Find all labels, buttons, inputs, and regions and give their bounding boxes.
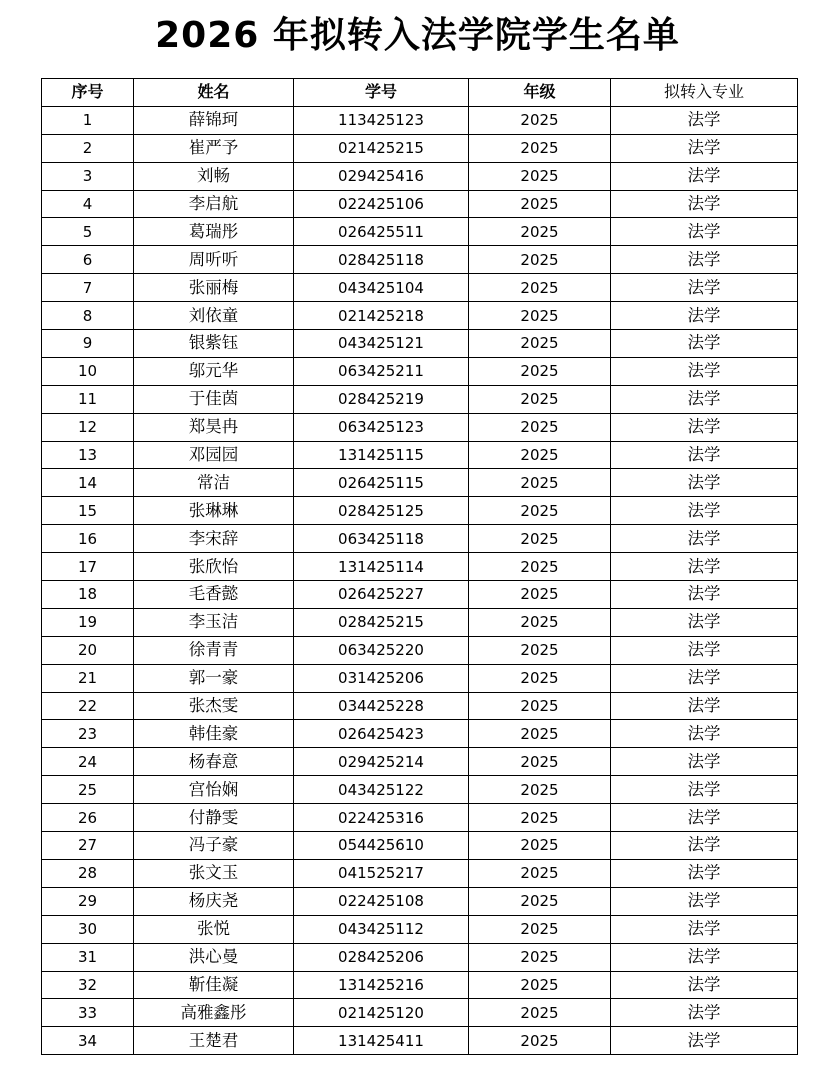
cell-major: 法学 xyxy=(611,664,798,692)
header-student-id: 学号 xyxy=(294,79,469,107)
cell-name: 杨春意 xyxy=(134,748,294,776)
cell-grade: 2025 xyxy=(469,887,611,915)
cell-major: 法学 xyxy=(611,441,798,469)
cell-name: 张欣怡 xyxy=(134,553,294,581)
cell-name: 葛瑞彤 xyxy=(134,218,294,246)
cell-grade: 2025 xyxy=(469,608,611,636)
cell-name: 宫怡娴 xyxy=(134,776,294,804)
cell-major: 法学 xyxy=(611,302,798,330)
cell-student-id: 054425610 xyxy=(294,832,469,860)
table-row xyxy=(42,497,798,525)
cell-student-id: 022425106 xyxy=(294,190,469,218)
cell-major: 法学 xyxy=(611,581,798,609)
cell-student-id: 026425511 xyxy=(294,218,469,246)
cell-index: 27 xyxy=(42,832,134,860)
cell-student-id: 029425416 xyxy=(294,162,469,190)
cell-name: 李玉洁 xyxy=(134,608,294,636)
table-row xyxy=(42,971,798,999)
cell-student-id: 026425227 xyxy=(294,581,469,609)
cell-student-id: 131425411 xyxy=(294,1027,469,1055)
cell-major: 法学 xyxy=(611,190,798,218)
cell-student-id: 063425123 xyxy=(294,413,469,441)
cell-index: 9 xyxy=(42,330,134,358)
header-target-major: 拟转入专业 xyxy=(611,79,798,107)
table-row xyxy=(42,720,798,748)
cell-major: 法学 xyxy=(611,720,798,748)
table-header-row xyxy=(42,79,798,107)
cell-student-id: 028425215 xyxy=(294,608,469,636)
table-row xyxy=(42,636,798,664)
cell-grade: 2025 xyxy=(469,859,611,887)
cell-grade: 2025 xyxy=(469,190,611,218)
cell-grade: 2025 xyxy=(469,692,611,720)
cell-index: 31 xyxy=(42,943,134,971)
cell-name: 邬元华 xyxy=(134,357,294,385)
cell-student-id: 041525217 xyxy=(294,859,469,887)
cell-index: 33 xyxy=(42,999,134,1027)
cell-name: 刘依童 xyxy=(134,302,294,330)
cell-index: 2 xyxy=(42,134,134,162)
cell-name: 于佳茵 xyxy=(134,385,294,413)
cell-index: 28 xyxy=(42,859,134,887)
table-row xyxy=(42,134,798,162)
table-row xyxy=(42,357,798,385)
cell-major: 法学 xyxy=(611,162,798,190)
cell-grade: 2025 xyxy=(469,497,611,525)
table-row xyxy=(42,999,798,1027)
cell-major: 法学 xyxy=(611,413,798,441)
cell-name: 徐青青 xyxy=(134,636,294,664)
cell-student-id: 029425214 xyxy=(294,748,469,776)
student-roster-table xyxy=(41,78,798,1055)
cell-student-id: 022425316 xyxy=(294,804,469,832)
cell-grade: 2025 xyxy=(469,218,611,246)
cell-index: 3 xyxy=(42,162,134,190)
cell-index: 12 xyxy=(42,413,134,441)
cell-grade: 2025 xyxy=(469,636,611,664)
cell-grade: 2025 xyxy=(469,943,611,971)
cell-grade: 2025 xyxy=(469,664,611,692)
cell-major: 法学 xyxy=(611,748,798,776)
cell-student-id: 113425123 xyxy=(294,106,469,134)
header-index: 序号 xyxy=(42,79,134,107)
cell-name: 郑昊冉 xyxy=(134,413,294,441)
cell-index: 26 xyxy=(42,804,134,832)
cell-index: 23 xyxy=(42,720,134,748)
cell-grade: 2025 xyxy=(469,999,611,1027)
cell-grade: 2025 xyxy=(469,274,611,302)
cell-student-id: 131425115 xyxy=(294,441,469,469)
cell-major: 法学 xyxy=(611,330,798,358)
cell-name: 崔严予 xyxy=(134,134,294,162)
table-row xyxy=(42,608,798,636)
cell-index: 24 xyxy=(42,748,134,776)
cell-name: 银紫钰 xyxy=(134,330,294,358)
cell-index: 16 xyxy=(42,525,134,553)
cell-index: 22 xyxy=(42,692,134,720)
cell-name: 王楚君 xyxy=(134,1027,294,1055)
table-row xyxy=(42,162,798,190)
table-row xyxy=(42,190,798,218)
cell-name: 薛锦珂 xyxy=(134,106,294,134)
cell-index: 11 xyxy=(42,385,134,413)
cell-student-id: 043425121 xyxy=(294,330,469,358)
cell-major: 法学 xyxy=(611,804,798,832)
cell-index: 34 xyxy=(42,1027,134,1055)
cell-name: 刘畅 xyxy=(134,162,294,190)
table-row xyxy=(42,1027,798,1055)
cell-student-id: 063425118 xyxy=(294,525,469,553)
cell-index: 19 xyxy=(42,608,134,636)
cell-grade: 2025 xyxy=(469,330,611,358)
table-row xyxy=(42,748,798,776)
header-name: 姓名 xyxy=(134,79,294,107)
cell-grade: 2025 xyxy=(469,581,611,609)
cell-student-id: 031425206 xyxy=(294,664,469,692)
table-row xyxy=(42,525,798,553)
cell-index: 14 xyxy=(42,469,134,497)
table-row xyxy=(42,776,798,804)
cell-major: 法学 xyxy=(611,832,798,860)
cell-student-id: 131425216 xyxy=(294,971,469,999)
cell-name: 张丽梅 xyxy=(134,274,294,302)
cell-grade: 2025 xyxy=(469,804,611,832)
cell-student-id: 063425220 xyxy=(294,636,469,664)
cell-major: 法学 xyxy=(611,218,798,246)
cell-index: 4 xyxy=(42,190,134,218)
cell-name: 韩佳豪 xyxy=(134,720,294,748)
cell-student-id: 021425218 xyxy=(294,302,469,330)
cell-major: 法学 xyxy=(611,887,798,915)
cell-grade: 2025 xyxy=(469,469,611,497)
cell-grade: 2025 xyxy=(469,302,611,330)
table-row xyxy=(42,581,798,609)
cell-student-id: 021425120 xyxy=(294,999,469,1027)
cell-student-id: 026425115 xyxy=(294,469,469,497)
cell-student-id: 022425108 xyxy=(294,887,469,915)
cell-name: 付静雯 xyxy=(134,804,294,832)
cell-student-id: 026425423 xyxy=(294,720,469,748)
cell-name: 高雅鑫彤 xyxy=(134,999,294,1027)
cell-major: 法学 xyxy=(611,106,798,134)
cell-index: 1 xyxy=(42,106,134,134)
cell-student-id: 063425211 xyxy=(294,357,469,385)
cell-index: 18 xyxy=(42,581,134,609)
cell-student-id: 028425125 xyxy=(294,497,469,525)
cell-major: 法学 xyxy=(611,636,798,664)
table-row xyxy=(42,943,798,971)
cell-grade: 2025 xyxy=(469,553,611,581)
table-row xyxy=(42,915,798,943)
cell-grade: 2025 xyxy=(469,413,611,441)
cell-major: 法学 xyxy=(611,553,798,581)
cell-name: 杨庆尧 xyxy=(134,887,294,915)
table-row xyxy=(42,246,798,274)
cell-index: 8 xyxy=(42,302,134,330)
cell-grade: 2025 xyxy=(469,1027,611,1055)
cell-major: 法学 xyxy=(611,915,798,943)
cell-student-id: 028425219 xyxy=(294,385,469,413)
table-row xyxy=(42,441,798,469)
cell-index: 15 xyxy=(42,497,134,525)
table-row xyxy=(42,859,798,887)
cell-name: 靳佳凝 xyxy=(134,971,294,999)
cell-grade: 2025 xyxy=(469,162,611,190)
cell-index: 20 xyxy=(42,636,134,664)
table-row xyxy=(42,553,798,581)
cell-major: 法学 xyxy=(611,469,798,497)
cell-student-id: 028425118 xyxy=(294,246,469,274)
cell-name: 郭一豪 xyxy=(134,664,294,692)
cell-index: 29 xyxy=(42,887,134,915)
table-row xyxy=(42,413,798,441)
table-row xyxy=(42,887,798,915)
cell-index: 32 xyxy=(42,971,134,999)
cell-name: 张文玉 xyxy=(134,859,294,887)
header-grade: 年级 xyxy=(469,79,611,107)
cell-major: 法学 xyxy=(611,999,798,1027)
cell-student-id: 043425122 xyxy=(294,776,469,804)
cell-grade: 2025 xyxy=(469,915,611,943)
cell-major: 法学 xyxy=(611,497,798,525)
cell-grade: 2025 xyxy=(469,134,611,162)
cell-index: 21 xyxy=(42,664,134,692)
cell-name: 毛香懿 xyxy=(134,581,294,609)
page-title: 2026 年拟转入法学院学生名单 xyxy=(155,15,680,56)
cell-index: 30 xyxy=(42,915,134,943)
cell-major: 法学 xyxy=(611,246,798,274)
table-row xyxy=(42,218,798,246)
cell-grade: 2025 xyxy=(469,525,611,553)
cell-major: 法学 xyxy=(611,971,798,999)
cell-name: 周听听 xyxy=(134,246,294,274)
table-row xyxy=(42,804,798,832)
cell-index: 5 xyxy=(42,218,134,246)
cell-grade: 2025 xyxy=(469,246,611,274)
table-row xyxy=(42,664,798,692)
cell-grade: 2025 xyxy=(469,748,611,776)
cell-index: 7 xyxy=(42,274,134,302)
table-row xyxy=(42,692,798,720)
cell-major: 法学 xyxy=(611,274,798,302)
cell-name: 洪心曼 xyxy=(134,943,294,971)
cell-major: 法学 xyxy=(611,385,798,413)
cell-student-id: 043425104 xyxy=(294,274,469,302)
cell-major: 法学 xyxy=(611,608,798,636)
cell-major: 法学 xyxy=(611,776,798,804)
cell-grade: 2025 xyxy=(469,776,611,804)
cell-index: 13 xyxy=(42,441,134,469)
table-row xyxy=(42,274,798,302)
cell-index: 17 xyxy=(42,553,134,581)
cell-name: 邓园园 xyxy=(134,441,294,469)
cell-name: 常洁 xyxy=(134,469,294,497)
table-row xyxy=(42,469,798,497)
cell-major: 法学 xyxy=(611,1027,798,1055)
cell-name: 冯子豪 xyxy=(134,832,294,860)
table-row xyxy=(42,106,798,134)
cell-major: 法学 xyxy=(611,943,798,971)
cell-grade: 2025 xyxy=(469,971,611,999)
cell-major: 法学 xyxy=(611,859,798,887)
cell-name: 张琳琳 xyxy=(134,497,294,525)
cell-grade: 2025 xyxy=(469,832,611,860)
cell-grade: 2025 xyxy=(469,441,611,469)
cell-index: 25 xyxy=(42,776,134,804)
cell-name: 张悦 xyxy=(134,915,294,943)
cell-grade: 2025 xyxy=(469,720,611,748)
table-row xyxy=(42,302,798,330)
cell-grade: 2025 xyxy=(469,357,611,385)
table-body xyxy=(42,106,798,1054)
cell-name: 李启航 xyxy=(134,190,294,218)
cell-major: 法学 xyxy=(611,525,798,553)
cell-student-id: 043425112 xyxy=(294,915,469,943)
table-row xyxy=(42,832,798,860)
cell-grade: 2025 xyxy=(469,106,611,134)
cell-student-id: 021425215 xyxy=(294,134,469,162)
cell-grade: 2025 xyxy=(469,385,611,413)
cell-major: 法学 xyxy=(611,134,798,162)
cell-name: 李宋辞 xyxy=(134,525,294,553)
cell-index: 6 xyxy=(42,246,134,274)
cell-student-id: 131425114 xyxy=(294,553,469,581)
cell-student-id: 034425228 xyxy=(294,692,469,720)
cell-major: 法学 xyxy=(611,692,798,720)
cell-major: 法学 xyxy=(611,357,798,385)
cell-name: 张杰雯 xyxy=(134,692,294,720)
table-row xyxy=(42,330,798,358)
cell-index: 10 xyxy=(42,357,134,385)
table-row xyxy=(42,385,798,413)
cell-student-id: 028425206 xyxy=(294,943,469,971)
